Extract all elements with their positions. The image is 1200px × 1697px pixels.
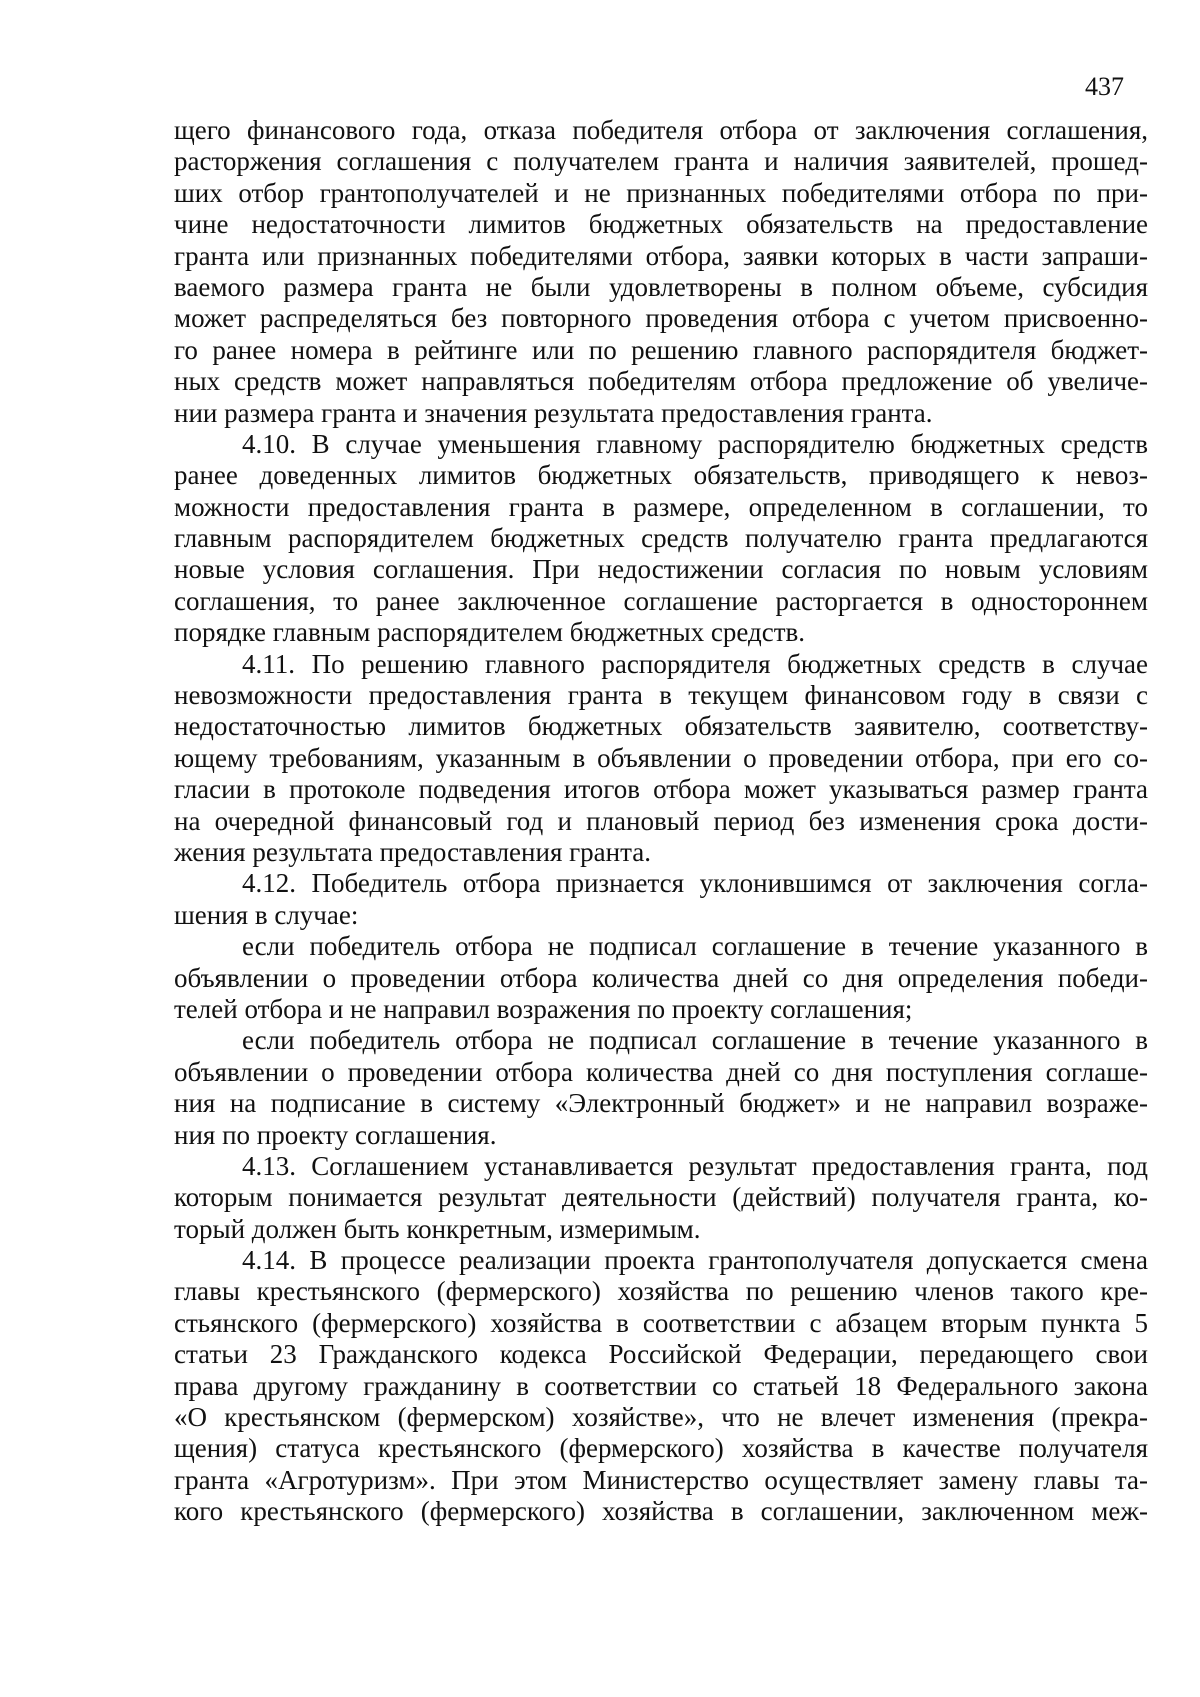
text-line: ранее доведенных лимитов бюджетных обязательств, приводящего к невоз- <box>174 460 1148 491</box>
text-line: недостаточностью лимитов бюджетных обязательств заявителю, соответству- <box>174 711 1148 742</box>
text-line: ния по проекту соглашения. <box>174 1119 497 1150</box>
text-line: ных средств может направляться победителям отбора предложение об увеличе- <box>174 366 1148 397</box>
text-line: гранта или признанных победителями отбора, заявки которых в части запраши- <box>174 240 1148 271</box>
text-line: гласии в протоколе подведения итогов отбора может указываться размер гранта <box>174 774 1148 805</box>
text-line: щего финансового года, отказа победителя отбора от заключения соглашения, <box>174 115 1148 145</box>
text-line: права другому гражданину в соответствии со статьей 18 Федерального закона <box>174 1370 1148 1401</box>
text-line: чине недостаточности лимитов бюджетных обязательств на предоставление <box>174 209 1148 240</box>
text-line: соглашения, то ранее заключенное соглашение расторгается в одностороннем <box>174 585 1148 616</box>
text-line: 4.12. Победитель отбора признается уклонившимся от заключения согла- <box>242 868 1148 899</box>
text-line: телей отбора и не направил возражения по проекту соглашения; <box>174 993 913 1024</box>
text-line: ющему требованиям, указанным в объявлении о проведении отбора, при его со- <box>174 742 1148 773</box>
text-line: жения результата предоставления гранта. <box>174 836 651 867</box>
text-line: на очередной финансовый год и плановый период без изменения срока дости- <box>174 805 1148 836</box>
text-line: статьи 23 Гражданского кодекса Российской Федерации, передающего свои <box>174 1339 1148 1370</box>
text-line: 4.10. В случае уменьшения главному распорядителю бюджетных средств <box>242 428 1148 459</box>
text-line: невозможности предоставления гранта в текущем финансовом году в связи с <box>174 680 1148 711</box>
text-line: 4.13. Соглашением устанавливается результат предоставления гранта, под <box>242 1150 1148 1181</box>
text-line: ния на подписание в систему «Электронный бюджет» и не направил возраже- <box>174 1088 1148 1119</box>
text-line: кого крестьянского (фермерского) хозяйства в соглашении, заключенном меж- <box>174 1496 1148 1527</box>
text-line: главным распорядителем бюджетных средств получателю гранта предлагаются <box>174 523 1148 554</box>
text-line: го ранее номера в рейтинге или по решению главного распорядителя бюджет- <box>174 334 1148 365</box>
text-line: порядке главным распорядителем бюджетных средств. <box>174 617 806 648</box>
text-line: 4.14. В процессе реализации проекта грантополучателя допускается смена <box>242 1245 1148 1276</box>
text-line: 4.11. По решению главного распорядителя бюджетных средств в случае <box>242 648 1148 679</box>
text-line: ших отбор грантополучателей и не признанных победителями отбора по при- <box>174 177 1148 208</box>
text-line: можности предоставления гранта в размере, определенном в соглашении, то <box>174 491 1148 522</box>
text-line: шения в случае: <box>174 899 359 930</box>
text-line: «О крестьянском (фермерском) хозяйстве», что не влечет изменения (прекра- <box>174 1402 1148 1433</box>
text-line: объявлении о проведении отбора количества дней со дня определения победи- <box>174 962 1148 993</box>
text-line: щения) статуса крестьянского (фермерского) хозяйства в качестве получателя <box>174 1433 1148 1464</box>
text-line: может распределяться без повторного проведения отбора с учетом присвоенно- <box>174 303 1148 334</box>
document-body <box>174 115 1148 1528</box>
text-line: ваемого размера гранта не были удовлетворены в полном объеме, субсидия <box>174 271 1148 302</box>
text-line: нии размера гранта и значения результата предоставления гранта. <box>174 397 933 428</box>
page-number: 437 <box>1085 72 1124 101</box>
text-line: расторжения соглашения с получателем гранта и наличия заявителей, прошед- <box>174 146 1148 177</box>
text-line: стьянского (фермерского) хозяйства в соответствии с абзацем вторым пункта 5 <box>174 1307 1148 1338</box>
text-line: новые условия соглашения. При недостижении согласия по новым условиям <box>174 554 1148 585</box>
text-line: главы крестьянского (фермерского) хозяйства по решению членов такого кре- <box>174 1276 1148 1307</box>
text-line: если победитель отбора не подписал соглашение в течение указанного в <box>242 931 1148 962</box>
text-line: торый должен быть конкретным, измеримым. <box>174 1213 701 1244</box>
text-line: если победитель отбора не подписал соглашение в течение указанного в <box>242 1025 1148 1056</box>
text-line: гранта «Агротуризм». При этом Министерство осуществляет замену главы та- <box>174 1464 1148 1495</box>
text-line: которым понимается результат деятельности (действий) получателя гранта, ко- <box>174 1182 1148 1213</box>
text-line: объявлении о проведении отбора количества дней со дня поступления соглаше- <box>174 1056 1148 1087</box>
